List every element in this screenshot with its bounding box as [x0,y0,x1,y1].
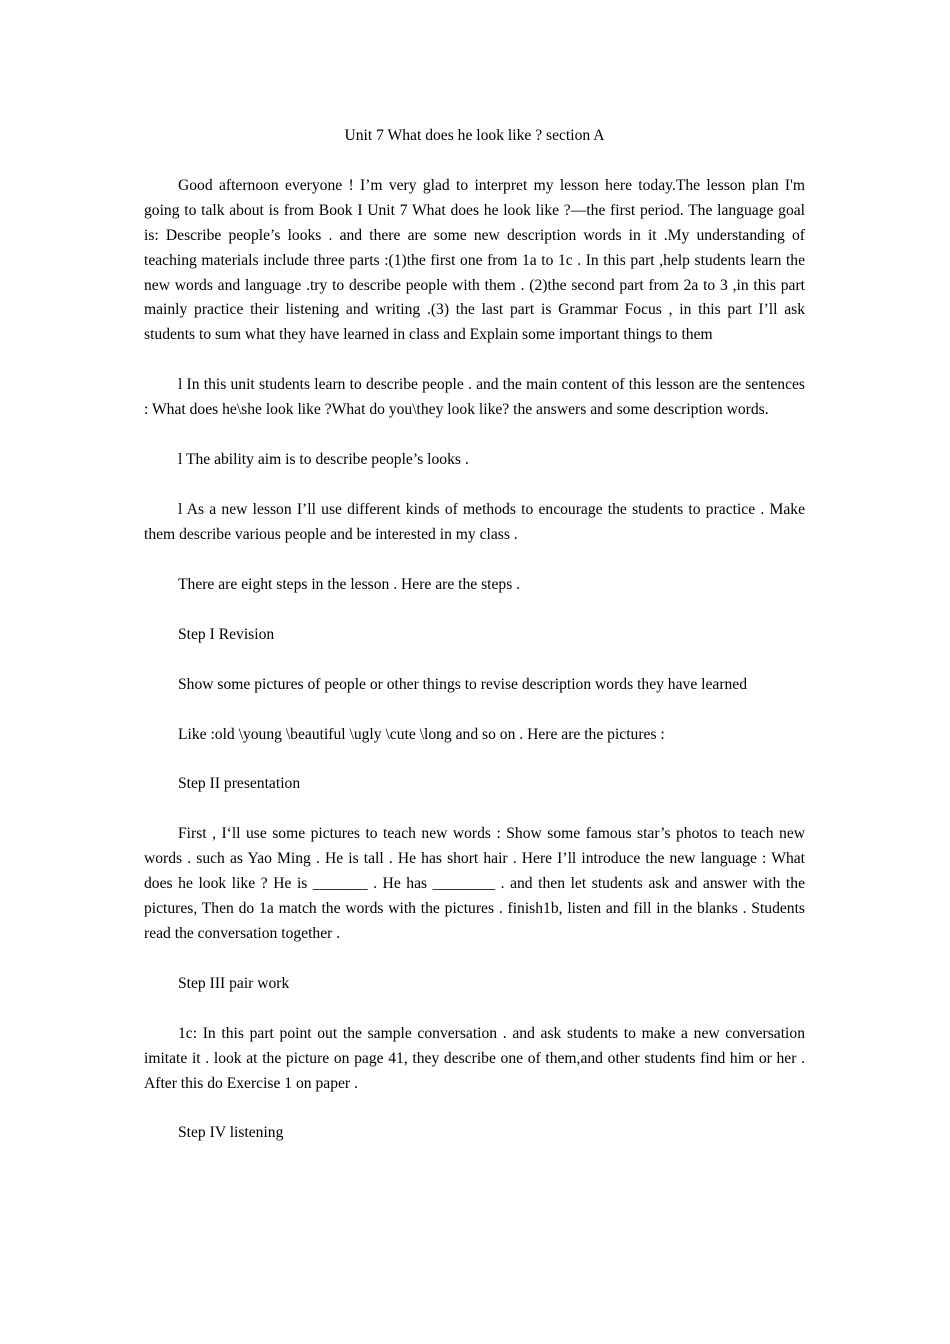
step3-paragraph: 1c: In this part point out the sample conversation . and ask students to make a new conversation imitate it . look at the picture on page 41, they describe one of them,and other students find him or her . After this do Exercise 1 on paper . [144,1024,805,1092]
step2-paragraph: First , I‘ll use some pictures to teach new words : Show some famous star’s photos to teach new words . such as Yao Ming . He is tall . He has short hair . Here I’ll introduce the new language : What does he look like ? He is _______ . He has ________ . and then let students ask and answer with the pictures, Then do 1a match the words with the pictures . finish1b, listen and fill in the blanks . Students read the conversation together . [144,825,805,942]
content-paragraph: l In this unit students learn to describe people . and the main content of this lesson are the sentences : What does he\she look like ?What do you\they look like? the answers and some description words. [144,376,805,419]
ability-aim-paragraph: l The ability aim is to describe people’s looks . [178,451,469,469]
intro-paragraph: Good afternoon everyone ! I’m very glad to interpret my lesson here today.The lesson plan I'm going to talk about is from Book I Unit 7 What does he look like ?—the first period. The language goal is: Describe people’s looks . and there are some new description words in it .My understanding of teaching materials include three parts :(1)the first one from 1a to 1c . In this part ,help students learn the new words and language .try to describe people with them . (2)the second part from 2a to 3 ,in this part mainly practice their listening and writing .(3) the last part is Grammar Focus , in this part I’ll ask students to sum what they have learned in class and Explain some important things to them [144,176,805,344]
document-page [144,124,805,1171]
step1-text: Show some pictures of people or other things to revise description words they have learned [178,675,748,693]
methods-paragraph: l As a new lesson I’ll use different kinds of methods to encourage the students to practice . Make them describe various people and be interested in my class . [144,500,805,543]
steps-intro: There are eight steps in the lesson . Here are the steps . [178,575,521,593]
step3-heading: Step III pair work [178,974,290,992]
step2-heading: Step II presentation [178,775,301,793]
step4-heading: Step IV listening [178,1124,284,1142]
step1-examples: Like :old \young \beautiful \ugly \cute \long and so on . Here are the pictures : [178,725,665,743]
document-title: Unit 7 What does he look like ? section A [344,127,605,144]
step1-heading: Step I Revision [178,625,275,643]
